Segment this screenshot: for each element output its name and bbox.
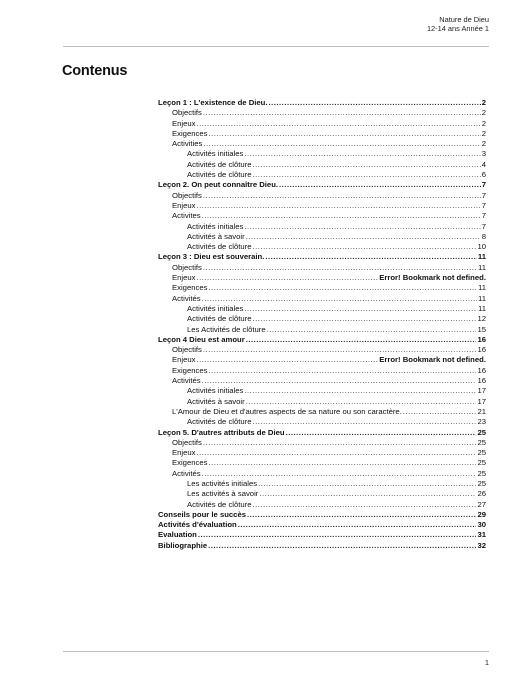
toc-entry-page: 12 <box>477 314 486 324</box>
toc-leader-dots <box>202 211 481 221</box>
toc-entry[interactable] <box>158 252 486 262</box>
toc-leader-dots <box>203 263 477 273</box>
header-audience: 12-14 ans Année 1 <box>426 24 489 33</box>
toc-leader-dots <box>279 180 481 190</box>
toc-leader-dots <box>269 98 481 108</box>
toc-entry-page: 11 <box>478 262 486 272</box>
toc-entry[interactable] <box>158 510 486 520</box>
toc-entry[interactable] <box>158 283 486 293</box>
table-of-contents <box>158 98 486 551</box>
toc-leader-dots <box>244 386 476 396</box>
toc-leader-dots <box>258 479 476 489</box>
toc-entry[interactable] <box>158 407 486 417</box>
toc-entry-label: Activités <box>172 293 201 303</box>
toc-entry-label: Activités initiales <box>187 303 244 313</box>
toc-leader-dots <box>253 417 477 427</box>
toc-entry-page: 26 <box>477 489 486 499</box>
toc-entry-page: 29 <box>477 509 486 519</box>
toc-entry[interactable] <box>158 355 486 365</box>
toc-leader-dots <box>253 500 477 510</box>
toc-leader-dots <box>203 438 477 448</box>
toc-entry[interactable] <box>158 438 486 448</box>
toc-entry-page: 4 <box>481 159 486 169</box>
toc-leader-dots <box>208 129 480 139</box>
toc-entry-label: Activités de clôture <box>187 499 252 509</box>
toc-entry-label: Leçon 2. On peut connaître Dieu. <box>158 180 279 190</box>
toc-leader-dots <box>202 294 477 304</box>
header-document-title: Nature de Dieu <box>439 15 489 24</box>
toc-entry[interactable] <box>158 500 486 510</box>
toc-entry[interactable] <box>158 263 486 273</box>
toc-entry-label: Objectifs <box>172 437 202 447</box>
toc-entry-page: 23 <box>477 417 486 427</box>
toc-entry-page: 25 <box>477 458 486 468</box>
page-title: Contenus <box>62 63 128 79</box>
toc-entry-label: Activités de clôture <box>187 314 252 324</box>
toc-entry[interactable] <box>158 232 486 242</box>
toc-entry[interactable] <box>158 325 486 335</box>
toc-entry-page: 25 <box>477 427 486 437</box>
toc-entry-label: Enjeux <box>172 355 196 365</box>
toc-leader-dots <box>208 366 476 376</box>
toc-entry-page: 21 <box>477 406 486 416</box>
toc-entry-label: Exigences <box>172 283 208 293</box>
toc-entry-page: 2 <box>481 128 486 138</box>
toc-entry[interactable] <box>158 180 486 190</box>
toc-entry-page: 2 <box>481 98 486 107</box>
toc-entry-label: Leçon 3 : Dieu est souverain. <box>158 252 265 262</box>
toc-entry-page: 25 <box>477 448 486 458</box>
toc-leader-dots <box>202 376 477 386</box>
toc-leader-dots <box>253 160 481 170</box>
toc-entry[interactable] <box>158 376 486 386</box>
toc-entry[interactable] <box>158 345 486 355</box>
toc-entry[interactable] <box>158 541 486 551</box>
toc-entry[interactable] <box>158 160 486 170</box>
toc-entry-label: Enjeux <box>172 448 196 458</box>
toc-entry-page: 25 <box>477 437 486 447</box>
toc-entry-label: Conseils pour le succès <box>158 509 247 519</box>
toc-entry[interactable] <box>158 448 486 458</box>
toc-leader-dots <box>246 232 481 242</box>
toc-entry[interactable] <box>158 530 486 540</box>
toc-entry-page: 11 <box>477 252 486 262</box>
toc-entry-page: 25 <box>477 468 486 478</box>
toc-leader-dots <box>203 139 480 149</box>
toc-entry-label: Activités d'évaluation <box>158 520 237 530</box>
toc-entry[interactable] <box>158 108 486 118</box>
toc-leader-dots <box>197 119 481 129</box>
toc-entry-label: Les activités initiales <box>187 478 258 488</box>
toc-entry-label: Enjeux <box>172 273 196 283</box>
toc-entry[interactable] <box>158 428 486 438</box>
toc-entry-label: Objectifs <box>172 262 202 272</box>
toc-entry-page: Error! Bookmark not defined. <box>379 355 486 365</box>
toc-leader-dots <box>244 149 480 159</box>
toc-leader-dots <box>244 304 477 314</box>
toc-leader-dots <box>197 355 379 365</box>
toc-entry-page: 8 <box>481 231 486 241</box>
toc-entry[interactable] <box>158 273 486 283</box>
toc-entry-page: 31 <box>477 530 486 540</box>
toc-leader-dots <box>253 242 477 252</box>
toc-entry[interactable] <box>158 366 486 376</box>
page-number: 1 <box>484 658 489 667</box>
toc-entry-label: Leçon 1 : L'existence de Dieu. <box>158 98 268 107</box>
toc-entry[interactable] <box>158 417 486 427</box>
toc-entry-label: Activites <box>172 211 201 221</box>
toc-entry-page: 6 <box>481 170 486 180</box>
toc-entry-label: Activités initiales <box>187 149 244 159</box>
toc-entry[interactable] <box>158 489 486 499</box>
toc-entry-page: 2 <box>481 108 486 118</box>
toc-entry-page: 25 <box>477 478 486 488</box>
toc-entry-label: Activités à savoir <box>187 396 245 406</box>
toc-entry[interactable] <box>158 222 486 232</box>
toc-entry-label: Activités <box>172 468 201 478</box>
toc-entry[interactable] <box>158 119 486 129</box>
toc-leader-dots <box>253 170 481 180</box>
toc-entry-page: 30 <box>477 520 486 530</box>
toc-entry[interactable] <box>158 314 486 324</box>
toc-entry-page: 16 <box>477 365 486 375</box>
toc-entry-page: 11 <box>478 283 486 293</box>
toc-entry-label: Activités de clôture <box>187 242 252 252</box>
toc-leader-dots <box>208 458 476 468</box>
toc-entry-page: 7 <box>481 211 486 221</box>
toc-leader-dots <box>197 201 481 211</box>
toc-leader-dots <box>202 469 477 479</box>
toc-entry[interactable] <box>158 386 486 396</box>
toc-leader-dots <box>247 510 476 520</box>
toc-leader-dots <box>246 397 477 407</box>
toc-entry-label: Activités de clôture <box>187 159 252 169</box>
toc-entry-page: 10 <box>477 242 486 252</box>
toc-leader-dots <box>203 345 477 355</box>
toc-entry[interactable] <box>158 98 486 108</box>
toc-entry-label: Activités à savoir <box>187 231 245 241</box>
toc-entry[interactable] <box>158 211 486 221</box>
toc-leader-dots <box>197 448 477 458</box>
toc-entry-page: 11 <box>478 303 486 313</box>
toc-entry-page: 7 <box>481 180 486 190</box>
toc-entry[interactable] <box>158 191 486 201</box>
toc-entry-label: Les Activités de clôture <box>187 324 266 334</box>
toc-entry[interactable] <box>158 458 486 468</box>
toc-entry-label: Objectifs <box>172 108 202 118</box>
toc-leader-dots <box>208 541 476 551</box>
toc-entry[interactable] <box>158 520 486 530</box>
toc-leader-dots <box>265 252 476 262</box>
toc-leader-dots <box>203 108 481 118</box>
toc-entry-label: Activités initiales <box>187 386 244 396</box>
toc-leader-dots <box>198 530 477 540</box>
toc-entry-page: 16 <box>477 345 486 355</box>
toc-entry-label: Leçon 4 Dieu est amour <box>158 334 245 344</box>
toc-entry-page: 17 <box>477 396 486 406</box>
running-header <box>427 15 489 33</box>
header-rule <box>63 46 489 47</box>
toc-entry-label: Exigences <box>172 128 208 138</box>
toc-entry-page: 15 <box>477 324 486 334</box>
toc-entry[interactable] <box>158 294 486 304</box>
toc-entry-label: Enjeux <box>172 200 196 210</box>
toc-entry-page: 32 <box>477 540 486 550</box>
toc-entry-label: Objectifs <box>172 190 202 200</box>
toc-entry-page: 2 <box>481 118 486 128</box>
toc-leader-dots <box>238 520 477 530</box>
toc-entry-page: 27 <box>477 499 486 509</box>
toc-leader-dots <box>286 428 477 438</box>
toc-entry[interactable] <box>158 335 486 345</box>
toc-entry[interactable] <box>158 304 486 314</box>
toc-entry[interactable] <box>158 469 486 479</box>
toc-leader-dots <box>197 273 379 283</box>
toc-entry-page: 16 <box>477 334 486 344</box>
toc-entry[interactable] <box>158 201 486 211</box>
toc-leader-dots <box>253 314 477 324</box>
toc-entry-label: Activities <box>172 139 203 149</box>
toc-entry-label: Leçon 5. D'autres attributs de Dieu <box>158 427 285 437</box>
toc-entry[interactable] <box>158 170 486 180</box>
toc-entry-label: Exigences <box>172 458 208 468</box>
toc-leader-dots <box>244 222 480 232</box>
toc-entry-label: Objectifs <box>172 345 202 355</box>
toc-entry[interactable] <box>158 129 486 139</box>
toc-entry-page: 3 <box>481 149 486 159</box>
toc-entry-label: Evaluation <box>158 530 197 540</box>
toc-entry-page: 7 <box>481 200 486 210</box>
toc-leader-dots <box>208 283 477 293</box>
toc-entry-page: 11 <box>478 293 486 303</box>
toc-entry-label: Activités de clôture <box>187 417 252 427</box>
footer-rule <box>63 651 489 652</box>
toc-entry-page: 17 <box>477 386 486 396</box>
toc-entry-label: Les activités à savoir <box>187 489 259 499</box>
toc-entry[interactable] <box>158 139 486 149</box>
toc-entry[interactable] <box>158 242 486 252</box>
toc-entry-label: Bibliographie <box>158 540 208 550</box>
toc-entry-page: 16 <box>477 376 486 386</box>
toc-leader-dots <box>267 325 477 335</box>
toc-leader-dots <box>259 489 476 499</box>
toc-entry-page: Error! Bookmark not defined. <box>379 273 486 283</box>
toc-entry-page: 2 <box>481 139 486 149</box>
toc-entry[interactable] <box>158 397 486 407</box>
toc-entry-label: Enjeux <box>172 118 196 128</box>
toc-entry[interactable] <box>158 479 486 489</box>
toc-entry-page: 7 <box>481 221 486 231</box>
toc-entry-label: Activités de clôture <box>187 170 252 180</box>
toc-leader-dots <box>246 335 477 345</box>
toc-leader-dots <box>403 407 477 417</box>
toc-entry-label: L'Amour de Dieu et d'autres aspects de sa nature ou son caractère. <box>172 406 402 416</box>
toc-entry-label: Activités initiales <box>187 221 244 231</box>
toc-entry-label: Activités <box>172 376 201 386</box>
toc-entry-page: 7 <box>481 190 486 200</box>
toc-leader-dots <box>203 191 481 201</box>
toc-entry[interactable] <box>158 149 486 159</box>
toc-entry-label: Exigences <box>172 365 208 375</box>
